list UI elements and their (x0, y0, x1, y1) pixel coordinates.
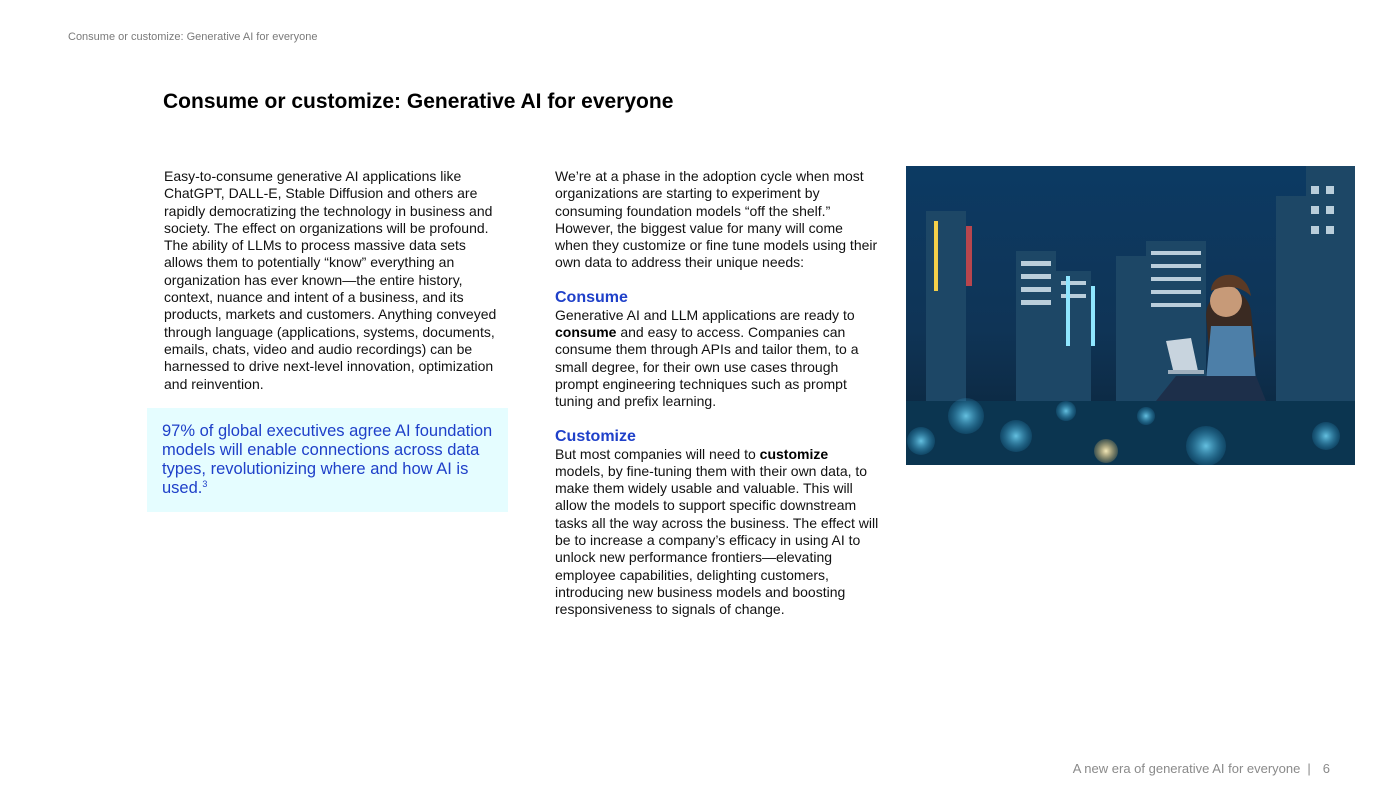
intro-column (164, 168, 502, 393)
page-footer (1073, 761, 1330, 776)
customize-emphasis: customize (759, 445, 829, 462)
consume-customize-column (555, 168, 880, 619)
running-header: Consume or customize: Generative AI for everyone (68, 31, 318, 43)
page-number: 6 (1322, 761, 1330, 776)
intro-paragraph: Easy-to-consume generative AI applications like ChatGPT, DALL-E, Stable Diffusion and others are rapidly democratizing the technology in business and society. The effect on organizations will be profound. The ability of LLMs to process massive data sets allows them to potentially “know” everything an organization has ever known—the entire history, context, nuance and intent of a business, and its products, markets and customers. Anything conveyed through language (applications, systems, documents, emails, chats, video and audio recordings) can be harnessed to drive next-level innovation, optimization and reinvention. (164, 168, 497, 392)
consume-paragraph: Generative AI and LLM applications are ready to consume and easy to access. Companies can consume them through APIs and tailor them, to a small degree, for their own use cases through prompt engineering techniques such as prompt tuning and prefix learning. (555, 306, 859, 410)
page-title: Consume or customize: Generative AI for everyone (163, 90, 674, 113)
hero-photo (906, 166, 1355, 465)
footer-separator: | (1307, 761, 1311, 776)
footnote-marker: 3 (202, 479, 208, 489)
consume-heading: Consume (555, 288, 628, 306)
adoption-paragraph: We’re at a phase in the adoption cycle when most organizations are starting to experiment by consuming foundation models “off the shelf.” However, the biggest value for many will come when they customize or fine tune models using their own data to address their unique needs: (555, 168, 878, 271)
customize-heading: Customize (555, 427, 636, 445)
footer-label: A new era of generative AI for everyone (1072, 761, 1301, 776)
consume-emphasis: consume (555, 324, 617, 341)
photo-woman-laptop-city-night-icon (906, 166, 1355, 465)
callout-text: 97% of global executives agree AI foundation models will enable connections across data types, revolutionizing where and how AI is used. (162, 422, 493, 497)
stat-callout (147, 408, 508, 512)
customize-paragraph: But most companies will need to customize models, by fine-tuning them with their own data, to make them widely usable and valuable. This will allow the models to support specific downstream tasks all the way across the business. The effect will be to increase a company’s efficacy in using AI to unlock new performance frontiers—elevating employee capabilities, delighting customers, introducing new business models and boosting responsiveness to signals of change. (555, 445, 879, 618)
